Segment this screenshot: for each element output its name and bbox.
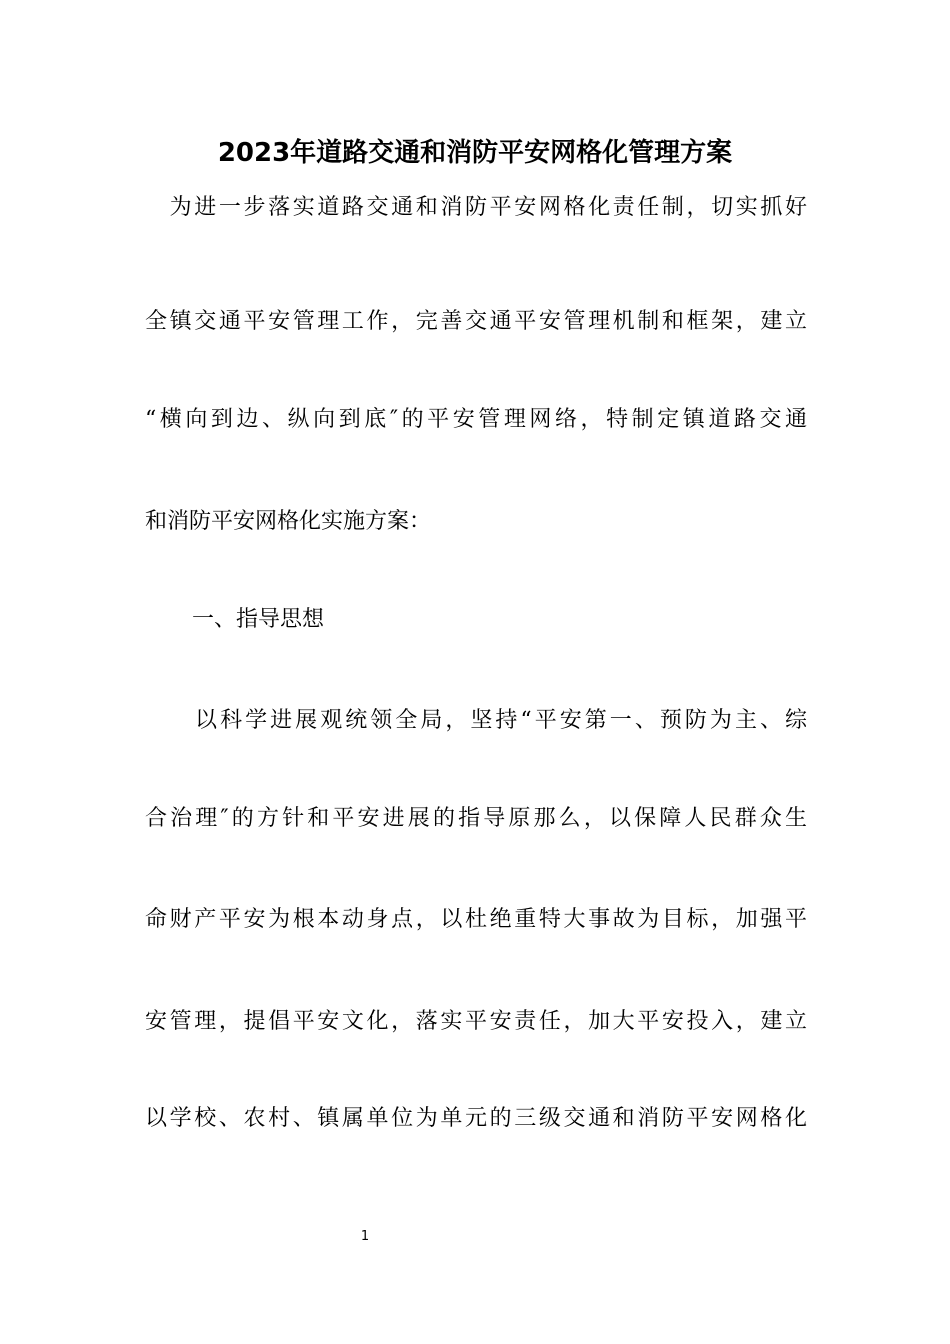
paragraph-line: 以学校、农村、镇属单位为单元的三级交通和消防平安网格化 [145, 1106, 807, 1131]
paragraph-line: 为进一步落实道路交通和消防平安网格化责任制，切实抓好 [145, 195, 807, 220]
paragraph-line: 全镇交通平安管理工作，完善交通平安管理机制和框架，建立 [145, 309, 807, 334]
page-number: 1 [360, 1229, 370, 1244]
paragraph-line: 合治理″的方针和平安进展的指导原那么，以保障人民群众生 [145, 806, 807, 831]
section-heading: 一、指导思想 [192, 607, 325, 632]
paragraph-line: 安管理，提倡平安文化，落实平安责任，加大平安投入，建立 [145, 1009, 807, 1034]
paragraph-line: 和消防平安网格化实施方案： [145, 509, 432, 534]
paragraph-line: 以科学进展观统领全局，坚持“平安第一、预防为主、综 [145, 708, 807, 733]
paragraph-line: “横向到边、纵向到底″的平安管理网络，特制定镇道路交通 [145, 407, 807, 432]
paragraph-line: 命财产平安为根本动身点，以杜绝重特大事故为目标，加强平 [145, 907, 807, 932]
document-title: 2023年道路交通和消防平安网格化管理方案 [217, 138, 733, 168]
